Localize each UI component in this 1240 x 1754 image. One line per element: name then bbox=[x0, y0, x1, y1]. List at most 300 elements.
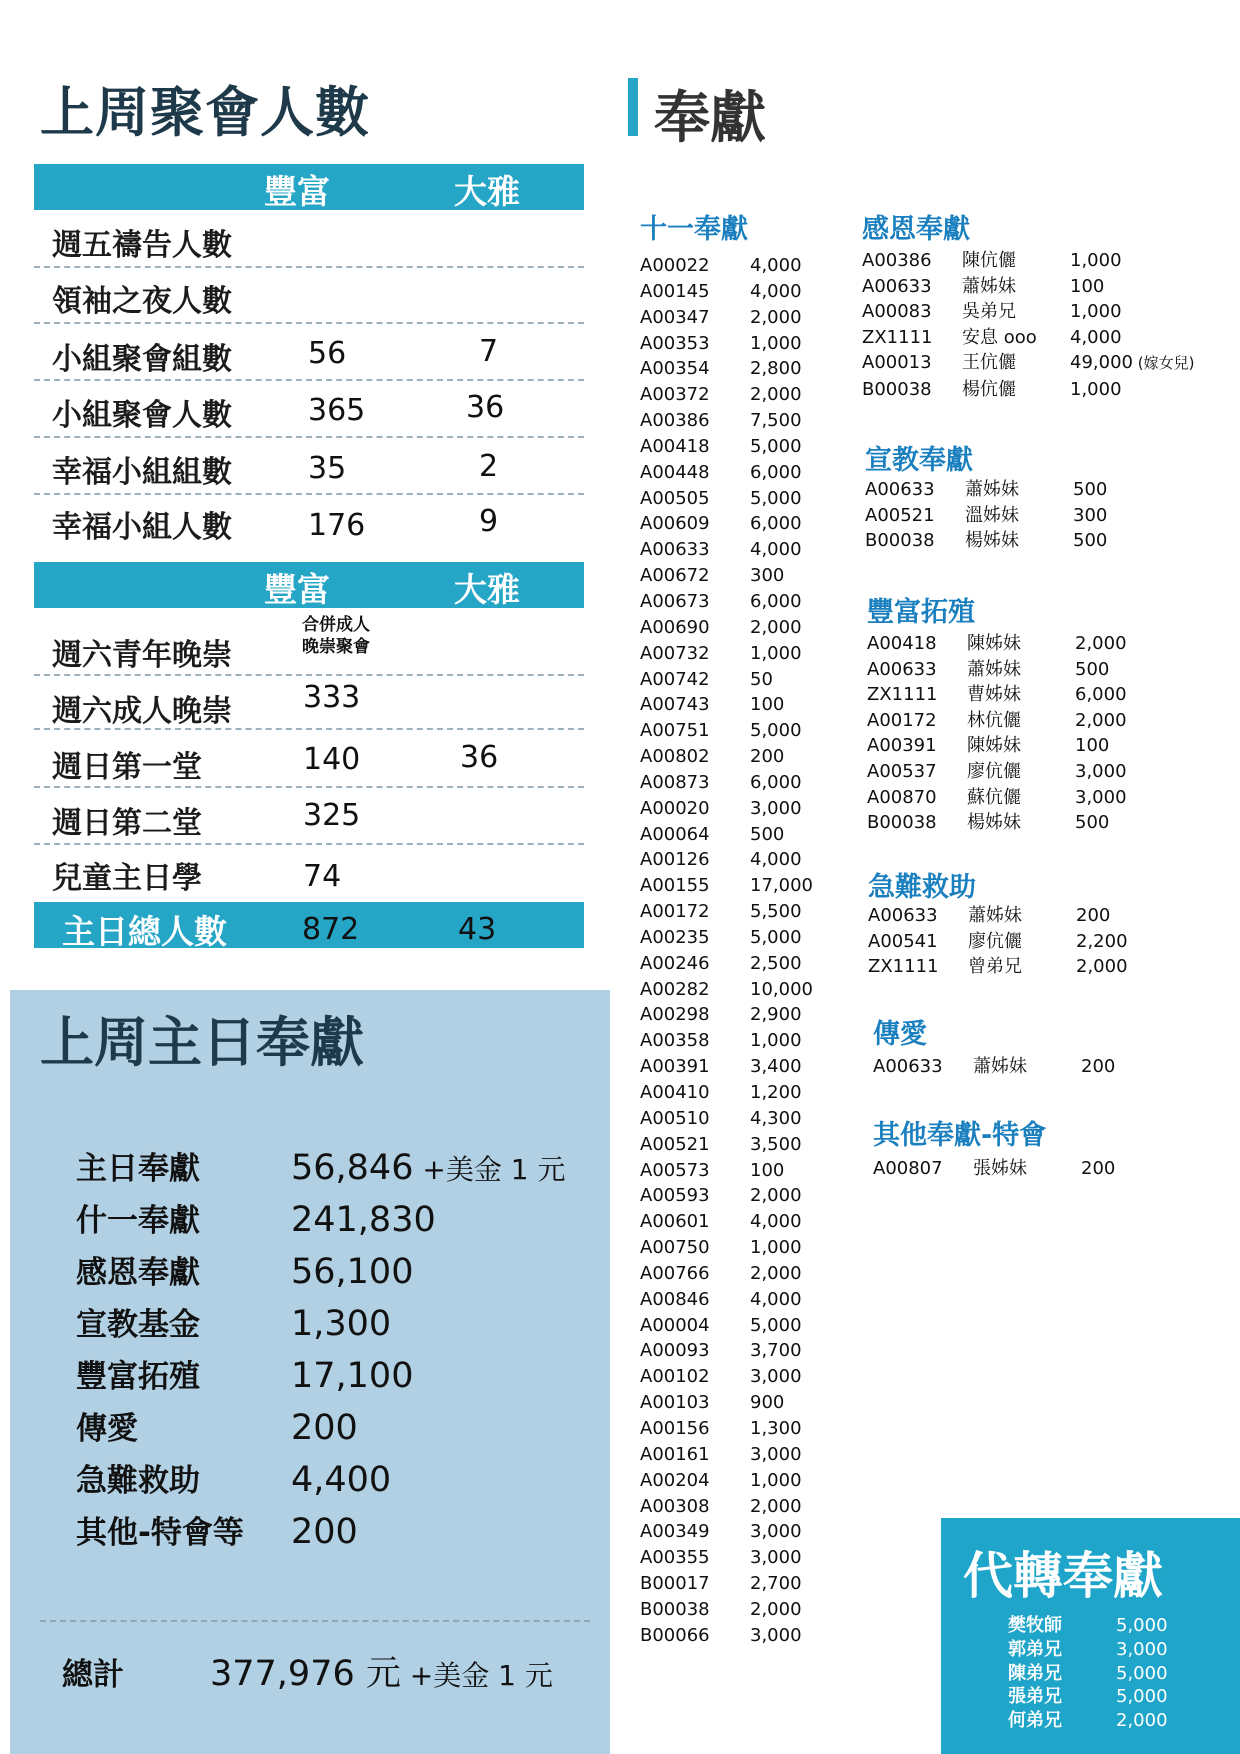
donor-id: B00066 bbox=[640, 1624, 710, 1646]
amount: 100 bbox=[750, 694, 785, 716]
donor-id: A00004 bbox=[640, 1314, 710, 1336]
donor-id: A00672 bbox=[640, 565, 710, 587]
donor-name: 陳姊妹 bbox=[967, 735, 1021, 757]
summary-label: 傳愛 bbox=[76, 1411, 138, 1447]
amount: 1,000 bbox=[750, 1237, 802, 1259]
expansion-entry bbox=[867, 682, 1127, 708]
donor-id: A00161 bbox=[640, 1443, 710, 1465]
row-label: 週日第二堂 bbox=[52, 806, 202, 841]
missions-entry bbox=[865, 477, 1107, 503]
amount: 500 bbox=[1075, 812, 1110, 834]
other-entry bbox=[873, 1156, 1115, 1182]
amount: 17,000 bbox=[750, 875, 813, 897]
amount: 5,000 bbox=[750, 720, 802, 742]
amount: 6,000 bbox=[750, 513, 802, 535]
thanksgiving-entry bbox=[862, 248, 1194, 274]
value-daya: 36 bbox=[460, 740, 499, 775]
summary-label: 什一奉獻 bbox=[76, 1203, 200, 1239]
tithe-entry bbox=[640, 796, 813, 822]
table-row bbox=[34, 268, 584, 324]
table-row bbox=[34, 324, 584, 381]
transfer-entry bbox=[1008, 1662, 1168, 1686]
donor-id: B00038 bbox=[862, 378, 932, 400]
tithe-entry bbox=[640, 899, 813, 925]
total-label: 主日總人數 bbox=[62, 912, 227, 951]
donor-name: 蕭姊妹 bbox=[973, 1056, 1027, 1077]
amount: 2,800 bbox=[750, 358, 802, 380]
summary-value: 4,400 bbox=[291, 1460, 392, 1500]
expansion-entry bbox=[867, 785, 1127, 811]
recipient-name: 樊牧師 bbox=[1008, 1615, 1062, 1636]
summary-label: 其他-特會等 bbox=[76, 1515, 244, 1551]
donor-name: 林伉儷 bbox=[967, 709, 1021, 731]
missions-list bbox=[865, 477, 1107, 554]
donor-name: 楊姊妹 bbox=[965, 530, 1019, 552]
offering-summary-row bbox=[76, 1143, 565, 1188]
amount: 4,000 bbox=[750, 849, 802, 871]
donor-id: A00750 bbox=[640, 1237, 710, 1259]
amount: 4,000 bbox=[750, 539, 802, 561]
donor-id: B00017 bbox=[640, 1573, 710, 1595]
transfer-entry bbox=[1008, 1709, 1168, 1733]
offering-summary-row bbox=[76, 1455, 391, 1500]
table-row bbox=[34, 845, 584, 900]
amount: 3,000 bbox=[750, 1443, 802, 1465]
summary-label: 豐富拓殖 bbox=[76, 1359, 200, 1395]
offering-summary-row bbox=[76, 1247, 413, 1292]
tithe-entry bbox=[640, 977, 813, 1003]
donor-id: A00156 bbox=[640, 1417, 710, 1439]
donor-id: A00391 bbox=[640, 1056, 710, 1078]
amount: 1,000 bbox=[1070, 378, 1122, 400]
amount: 5,500 bbox=[750, 901, 802, 923]
value-daya: 2 bbox=[479, 449, 499, 484]
value-daya: 36 bbox=[466, 390, 505, 425]
recipient-name: 陳弟兄 bbox=[1008, 1662, 1062, 1684]
amount: 3,000 bbox=[1075, 786, 1127, 808]
value-fengfu: 365 bbox=[308, 393, 366, 428]
tithe-entry bbox=[640, 1416, 813, 1442]
offering-summary-row bbox=[76, 1195, 436, 1240]
thanksgiving-entry bbox=[862, 299, 1194, 325]
transfer-entry bbox=[1008, 1638, 1168, 1662]
amount: 3,000 bbox=[750, 1366, 802, 1388]
expansion-entry bbox=[867, 733, 1127, 759]
tithe-entry bbox=[640, 356, 813, 382]
expansion-entry bbox=[867, 708, 1127, 734]
tithe-entry bbox=[640, 589, 813, 615]
donor-id: A00846 bbox=[640, 1288, 710, 1310]
tithe-entry bbox=[640, 1494, 813, 1520]
amount: 3,000 bbox=[750, 797, 802, 819]
amount: 1,000 bbox=[750, 1469, 802, 1491]
amount: 5,000 bbox=[1116, 1662, 1168, 1684]
donor-name: 溫姊妹 bbox=[965, 504, 1019, 526]
merged-note: 合併成人 晚崇聚會 bbox=[302, 615, 370, 657]
amount: 5,000 bbox=[1116, 1615, 1168, 1636]
offering-summary-row bbox=[76, 1507, 358, 1552]
grand-total bbox=[62, 1646, 553, 1696]
donor-id: A00246 bbox=[640, 952, 710, 974]
panel-divider bbox=[40, 1620, 590, 1622]
row-label: 週五禱告人數 bbox=[52, 228, 232, 263]
amount: 4,000 bbox=[750, 280, 802, 302]
donor-name: 楊姊妹 bbox=[967, 812, 1021, 834]
donor-id: A00410 bbox=[640, 1082, 710, 1103]
donor-id: A00083 bbox=[862, 301, 932, 323]
tithe-entry bbox=[640, 1002, 813, 1028]
amount: 2,000 bbox=[750, 1495, 802, 1517]
amount: 2,700 bbox=[750, 1573, 802, 1595]
donor-id: A00103 bbox=[640, 1392, 710, 1414]
amount: 1,200 bbox=[750, 1082, 802, 1103]
value-fengfu: 74 bbox=[303, 859, 342, 894]
donor-id: A00386 bbox=[862, 250, 932, 271]
tithe-entry bbox=[640, 925, 813, 951]
summary-value: 1,300 bbox=[291, 1304, 392, 1344]
value-fengfu: 333 bbox=[303, 680, 361, 715]
tithe-entry bbox=[640, 486, 813, 512]
amount: 100 bbox=[1070, 275, 1105, 297]
tithe-title: 十一奉獻 bbox=[640, 214, 748, 245]
amount: 100 bbox=[750, 1159, 785, 1181]
tithe-entry bbox=[640, 1623, 813, 1649]
donor-id: A00573 bbox=[640, 1159, 710, 1181]
donor-id: A00742 bbox=[640, 668, 710, 690]
donor-id: A00391 bbox=[867, 735, 937, 757]
donor-id: A00633 bbox=[640, 539, 710, 561]
donor-name: 曹姊妹 bbox=[967, 684, 1021, 706]
amount: 2,000 bbox=[750, 1185, 802, 1207]
summary-label: 主日奉獻 bbox=[76, 1151, 200, 1187]
tithe-entry bbox=[640, 744, 813, 770]
donor-id: A00766 bbox=[640, 1262, 710, 1284]
table-row bbox=[34, 730, 584, 788]
tithe-list bbox=[640, 253, 813, 1649]
offerings-title: 奉獻 bbox=[654, 86, 766, 151]
row-label: 週六青年晚崇 bbox=[52, 638, 232, 673]
amount: 200 bbox=[1081, 1158, 1116, 1179]
love-entry bbox=[873, 1054, 1115, 1080]
amount: 2,000 bbox=[1076, 956, 1128, 978]
other-title: 其他奉獻-特會 bbox=[873, 1120, 1047, 1151]
amount: 2,000 bbox=[750, 1262, 802, 1284]
amount: 100 bbox=[1075, 735, 1110, 757]
amount: 200 bbox=[750, 746, 785, 768]
donor-id: A00353 bbox=[640, 332, 710, 354]
amount: 3,000 bbox=[750, 1521, 802, 1543]
attendance-header-1 bbox=[34, 164, 584, 210]
amount: 900 bbox=[750, 1392, 785, 1414]
donor-id: A00537 bbox=[867, 760, 937, 782]
summary-value: 56,846 bbox=[291, 1148, 414, 1188]
amount: 6,000 bbox=[750, 461, 802, 483]
donor-id: B00038 bbox=[865, 530, 935, 552]
thanksgiving-entry bbox=[862, 325, 1194, 351]
donor-id: A00145 bbox=[640, 280, 710, 302]
amount: 5,000 bbox=[750, 1314, 802, 1336]
tithe-entry bbox=[640, 615, 813, 641]
thanksgiving-entry bbox=[862, 350, 1194, 377]
expansion-entry bbox=[867, 810, 1127, 836]
donor-name: 王伉儷 bbox=[962, 352, 1016, 374]
amount: 4,000 bbox=[750, 255, 802, 276]
entry-note: (嫁女兒) bbox=[1132, 354, 1195, 373]
donor-id: A00633 bbox=[867, 658, 937, 680]
recipient-name: 何弟兄 bbox=[1008, 1710, 1062, 1732]
donor-id: A00633 bbox=[868, 905, 938, 926]
row-label: 週日第一堂 bbox=[52, 750, 202, 785]
table-row bbox=[34, 788, 584, 845]
donor-id: A00609 bbox=[640, 513, 710, 535]
tithe-entry bbox=[640, 1132, 813, 1158]
offering-summary-row bbox=[76, 1403, 358, 1448]
relief-entry bbox=[868, 954, 1128, 980]
row-label: 兒童主日學 bbox=[52, 861, 202, 896]
amount: 2,000 bbox=[750, 384, 802, 406]
tithe-entry bbox=[640, 1106, 813, 1132]
donor-id: A00354 bbox=[640, 358, 710, 380]
table-row bbox=[34, 610, 584, 676]
amount: 7,500 bbox=[750, 410, 802, 432]
amount: 5,000 bbox=[750, 926, 802, 948]
amount: 1,000 bbox=[1070, 250, 1122, 271]
donor-id: A00347 bbox=[640, 306, 710, 328]
offering-summary-row bbox=[76, 1299, 391, 1344]
amount: 2,000 bbox=[1116, 1710, 1168, 1732]
offering-summary-row bbox=[76, 1351, 413, 1396]
amount: 3,700 bbox=[750, 1340, 802, 1362]
amount: 1,000 bbox=[750, 332, 802, 354]
relief-entry bbox=[868, 903, 1128, 929]
recipient-name: 張弟兄 bbox=[1008, 1686, 1062, 1708]
expansion-list bbox=[867, 631, 1127, 836]
tithe-entry bbox=[640, 1158, 813, 1184]
thanksgiving-entry bbox=[862, 377, 1194, 403]
donor-id: A00172 bbox=[867, 709, 937, 731]
tithe-entry bbox=[640, 1545, 813, 1571]
amount: 6,000 bbox=[1075, 684, 1127, 706]
tithe-entry bbox=[640, 1597, 813, 1623]
value-fengfu: 56 bbox=[308, 336, 347, 371]
tithe-entry bbox=[640, 1442, 813, 1468]
donor-id: A00633 bbox=[862, 275, 932, 297]
donor-id: A00633 bbox=[865, 479, 935, 500]
amount: 2,200 bbox=[1076, 930, 1128, 952]
donor-name: 蕭姊妹 bbox=[962, 275, 1016, 297]
grand-total-label: 總計 bbox=[62, 1657, 124, 1693]
value-fengfu: 140 bbox=[303, 742, 361, 777]
row-label: 週六成人晚崇 bbox=[52, 694, 232, 729]
tithe-entry bbox=[640, 305, 813, 331]
donor-id: A00298 bbox=[640, 1004, 710, 1026]
row-label: 幸福小組組數 bbox=[52, 455, 232, 490]
tithe-entry bbox=[640, 1287, 813, 1313]
love-title: 傳愛 bbox=[873, 1019, 927, 1050]
tithe-entry bbox=[640, 1390, 813, 1416]
amount: 1,300 bbox=[750, 1417, 802, 1439]
transfer-title: 代轉奉獻 bbox=[963, 1547, 1163, 1605]
tithe-entry bbox=[640, 951, 813, 977]
summary-value: 200 bbox=[291, 1512, 358, 1552]
total-fengfu: 872 bbox=[302, 912, 360, 947]
amount: 500 bbox=[750, 823, 785, 845]
value-fengfu: 325 bbox=[303, 798, 361, 833]
value-fengfu: 35 bbox=[308, 451, 347, 486]
amount: 300 bbox=[750, 565, 785, 587]
amount: 5,000 bbox=[750, 435, 802, 457]
tithe-entry bbox=[640, 873, 813, 899]
amount: 500 bbox=[1075, 658, 1110, 680]
amount: 4,000 bbox=[750, 1288, 802, 1310]
donor-id: A00358 bbox=[640, 1030, 710, 1052]
donor-id: A00013 bbox=[862, 352, 932, 374]
amount: 3,500 bbox=[750, 1133, 802, 1155]
donor-name: 楊伉儷 bbox=[962, 378, 1016, 400]
sunday-offering-title: 上周主日奉獻 bbox=[40, 1011, 364, 1074]
donor-id: A00521 bbox=[865, 504, 935, 526]
donor-id: A00418 bbox=[640, 435, 710, 457]
amount: 500 bbox=[1073, 530, 1108, 552]
amount: 4,000 bbox=[1070, 326, 1122, 348]
attendance-title: 上周聚會人數 bbox=[40, 81, 370, 144]
amount: 5,000 bbox=[1116, 1686, 1168, 1708]
table-row bbox=[34, 381, 584, 438]
table-row bbox=[34, 676, 584, 730]
donor-id: A00807 bbox=[873, 1158, 943, 1179]
summary-extra: +美金 1 元 bbox=[413, 1153, 566, 1186]
amount: 3,400 bbox=[750, 1056, 802, 1078]
amount: 2,000 bbox=[1075, 709, 1127, 731]
tithe-entry bbox=[640, 434, 813, 460]
tithe-entry bbox=[640, 279, 813, 305]
donor-name: 廖伉儷 bbox=[968, 930, 1022, 952]
table-row bbox=[34, 495, 584, 551]
donor-id: A00505 bbox=[640, 487, 710, 509]
tithe-entry bbox=[640, 537, 813, 563]
love-list bbox=[873, 1054, 1115, 1080]
table-row bbox=[34, 438, 584, 495]
expansion-entry bbox=[867, 759, 1127, 785]
amount: 5,000 bbox=[750, 487, 802, 509]
summary-label: 急難救助 bbox=[76, 1463, 200, 1499]
amount: 4,000 bbox=[750, 1211, 802, 1233]
value-daya: 9 bbox=[479, 504, 499, 539]
amount: 2,500 bbox=[750, 952, 802, 974]
donor-name: 陳姊妹 bbox=[967, 633, 1021, 654]
donor-id: A00418 bbox=[867, 633, 937, 654]
donor-id: A00386 bbox=[640, 410, 710, 432]
donor-id: A00873 bbox=[640, 771, 710, 793]
thanksgiving-list bbox=[862, 248, 1194, 403]
donor-name: 張姊妹 bbox=[973, 1158, 1027, 1179]
donor-id: A00308 bbox=[640, 1495, 710, 1517]
donor-id: A00020 bbox=[640, 797, 710, 819]
row-label: 領袖之夜人數 bbox=[52, 284, 232, 319]
donor-id: A00102 bbox=[640, 1366, 710, 1388]
amount: 500 bbox=[1073, 479, 1108, 500]
other-list bbox=[873, 1156, 1115, 1182]
total-attendance-row bbox=[34, 902, 584, 951]
amount: 3,000 bbox=[750, 1624, 802, 1646]
amount: 50 bbox=[750, 668, 773, 690]
donor-id: A00126 bbox=[640, 849, 710, 871]
donor-id: A00732 bbox=[640, 642, 710, 664]
amount: 3,000 bbox=[750, 1547, 802, 1569]
donor-id: A00510 bbox=[640, 1107, 710, 1129]
amount: 300 bbox=[1073, 504, 1108, 526]
expansion-title: 豐富拓殖 bbox=[867, 597, 975, 628]
transfer-entry bbox=[1008, 1685, 1168, 1709]
summary-label: 感恩奉獻 bbox=[76, 1255, 200, 1291]
row-label: 小組聚會組數 bbox=[52, 342, 232, 377]
donor-id: A00064 bbox=[640, 823, 710, 845]
donor-id: A00022 bbox=[640, 255, 710, 276]
tithe-entry bbox=[640, 1571, 813, 1597]
tithe-entry bbox=[640, 1209, 813, 1235]
tithe-entry bbox=[640, 511, 813, 537]
relief-title: 急難救助 bbox=[868, 872, 976, 903]
tithe-entry bbox=[640, 253, 813, 279]
donor-id: ZX1111 bbox=[862, 326, 933, 348]
donor-name: 吳弟兄 bbox=[962, 301, 1016, 323]
tithe-entry bbox=[640, 1235, 813, 1261]
offerings-accent-bar bbox=[628, 78, 638, 136]
donor-id: A00349 bbox=[640, 1521, 710, 1543]
amount: 3,000 bbox=[1116, 1638, 1168, 1660]
summary-value: 200 bbox=[291, 1408, 358, 1448]
amount: 3,000 bbox=[1075, 760, 1127, 782]
donor-id: A00673 bbox=[640, 590, 710, 612]
grand-total-extra: +美金 1 元 bbox=[400, 1659, 553, 1692]
amount: 200 bbox=[1081, 1056, 1116, 1077]
donor-id: ZX1111 bbox=[867, 684, 938, 706]
col-header-fengfu: 豐富 bbox=[264, 172, 330, 211]
summary-value: 17,100 bbox=[291, 1356, 414, 1396]
amount: 2,000 bbox=[750, 616, 802, 638]
donor-name: 蕭姊妹 bbox=[967, 658, 1021, 680]
missions-title: 宣教奉獻 bbox=[865, 445, 973, 476]
thanksgiving-title: 感恩奉獻 bbox=[862, 214, 970, 245]
missions-entry bbox=[865, 503, 1107, 529]
tithe-entry bbox=[640, 382, 813, 408]
tithe-entry bbox=[640, 822, 813, 848]
thanksgiving-entry bbox=[862, 274, 1194, 300]
donor-id: A00593 bbox=[640, 1185, 710, 1207]
donor-id: A00541 bbox=[868, 930, 938, 952]
donor-id: A00751 bbox=[640, 720, 710, 742]
col-header-daya: 大雅 bbox=[454, 570, 520, 609]
row-label: 幸福小組人數 bbox=[52, 510, 232, 545]
donor-name: 陳伉儷 bbox=[962, 250, 1016, 271]
tithe-entry bbox=[640, 667, 813, 693]
missions-entry bbox=[865, 528, 1107, 554]
tithe-entry bbox=[640, 460, 813, 486]
donor-id: A00282 bbox=[640, 978, 710, 1000]
donor-id: A00690 bbox=[640, 616, 710, 638]
tithe-entry bbox=[640, 563, 813, 589]
amount: 2,000 bbox=[750, 306, 802, 328]
donor-id: A00204 bbox=[640, 1469, 710, 1491]
donor-id: A00155 bbox=[640, 875, 710, 897]
tithe-entry bbox=[640, 1313, 813, 1339]
donor-id: A00093 bbox=[640, 1340, 710, 1362]
donor-id: A00633 bbox=[873, 1056, 943, 1077]
tithe-entry bbox=[640, 1364, 813, 1390]
donor-name: 蕭姊妹 bbox=[968, 905, 1022, 926]
donor-id: A00743 bbox=[640, 694, 710, 716]
donor-id: B00038 bbox=[867, 812, 937, 834]
